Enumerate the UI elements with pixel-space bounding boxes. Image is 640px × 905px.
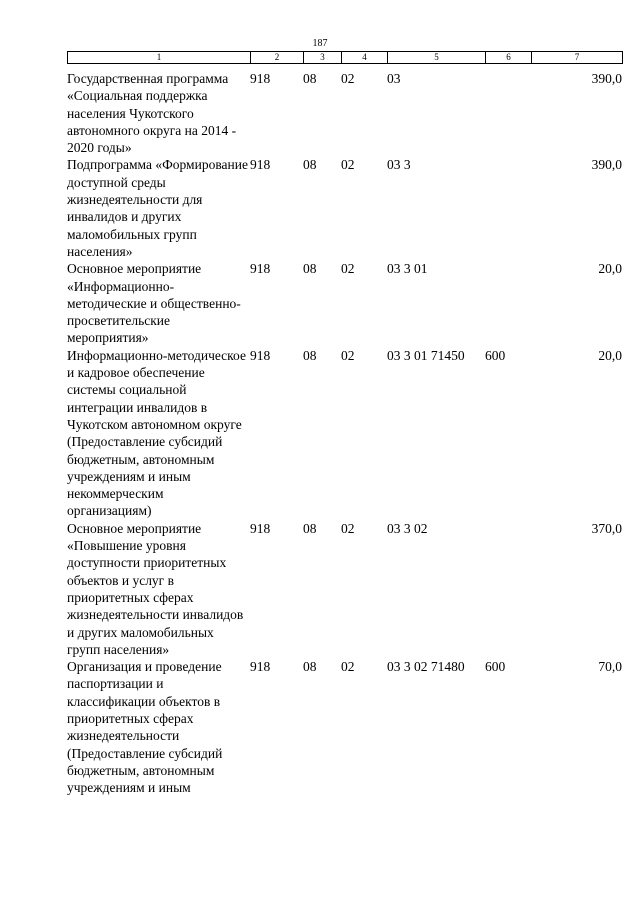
row-section-code: 08 — [303, 347, 317, 363]
row-ministry-code: 918 — [250, 659, 271, 675]
row-ministry-code: 918 — [250, 347, 271, 363]
row-subsection-code: 02 — [341, 157, 355, 173]
row-section-code: 08 — [303, 71, 317, 86]
row-target-article: 03 — [387, 71, 401, 86]
row-name: Государственная программа «Социальная поддержка населения Чукотского автономного округа на 2014 - 2020 годы» — [67, 71, 237, 156]
row-section-code: 08 — [303, 157, 317, 173]
row-ministry-code: 918 — [250, 261, 271, 277]
table-row — [67, 156, 622, 260]
row-name: Информационно-методическое и кадровое обеспечение системы социальной интеграции инвалидов в Чукотском автономном округе (Предоставление субсидий бюджетным, автономным учреждениям и иным некоммерческим организациям) — [67, 347, 246, 519]
row-section-code: 08 — [303, 659, 317, 675]
row-amount: 390,0 — [591, 157, 622, 173]
row-subsection-code: 02 — [341, 347, 355, 363]
header-col-7: 7 — [532, 52, 623, 64]
row-subsection-code: 02 — [341, 71, 355, 86]
row-expense-type: 600 — [485, 347, 506, 363]
row-expense-type — [485, 70, 531, 156]
row-subsection-code: 02 — [341, 261, 355, 277]
header-col-2: 2 — [251, 52, 304, 64]
row-name: Основное мероприятие «Повышение уровня доступности приоритетных объектов и услуг в приоритетных сферах жизнедеятельности инвалидов и других маломобильных групп населения» — [67, 520, 244, 657]
row-name: Основное мероприятие «Информационно-методические и общественно-просветительские мероприятия» — [67, 261, 241, 346]
row-section-code: 08 — [303, 261, 317, 277]
row-subsection-code: 02 — [341, 520, 355, 536]
row-name: Подпрограмма «Формирование доступной среды жизнедеятельности для инвалидов и других маломобильных групп населения» — [67, 157, 248, 259]
row-expense-type — [485, 520, 531, 658]
row-section-code: 08 — [303, 520, 317, 536]
row-expense-type — [485, 260, 531, 346]
header-row — [68, 52, 623, 64]
row-expense-type: 600 — [485, 659, 506, 675]
header-col-5: 5 — [388, 52, 486, 64]
row-expense-type — [485, 156, 531, 260]
table-row — [67, 347, 622, 520]
row-ministry-code: 918 — [250, 520, 271, 536]
row-name: Организация и проведение паспортизации и классификации объектов в приоритетных сферах жизнедеятельности (Предоставление субсидий бюджетным, автономным учреждениям и иным — [67, 659, 223, 796]
header-col-4: 4 — [342, 52, 388, 64]
budget-table — [67, 70, 622, 796]
table-row — [67, 520, 622, 658]
row-amount: 70,0 — [598, 659, 622, 675]
row-amount: 20,0 — [598, 261, 622, 277]
row-ministry-code: 918 — [250, 157, 271, 173]
table-row — [67, 658, 622, 796]
header-col-1: 1 — [68, 52, 251, 64]
row-target-article: 03 3 02 — [387, 520, 428, 536]
row-subsection-code: 02 — [341, 659, 355, 675]
table-row — [67, 260, 622, 346]
row-amount: 370,0 — [591, 520, 622, 536]
row-target-article: 03 3 — [387, 157, 411, 173]
table-row — [67, 70, 622, 156]
row-target-article: 03 3 01 — [387, 261, 428, 277]
row-ministry-code: 918 — [250, 71, 271, 86]
row-amount: 390,0 — [591, 71, 622, 86]
row-target-article: 03 3 02 71480 — [387, 659, 465, 675]
row-amount: 20,0 — [598, 347, 622, 363]
header-col-3: 3 — [304, 52, 342, 64]
row-target-article: 03 3 01 71450 — [387, 347, 465, 363]
header-col-6: 6 — [486, 52, 532, 64]
column-number-header — [67, 51, 623, 64]
page-number: 187 — [312, 38, 328, 49]
